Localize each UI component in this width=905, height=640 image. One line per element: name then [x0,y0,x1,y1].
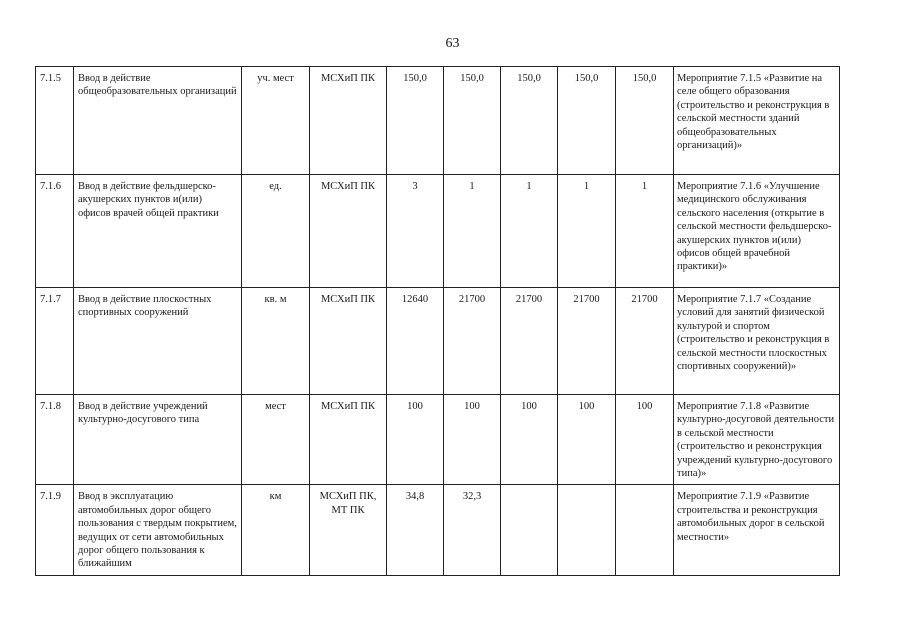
indicator-name: Ввод в действие общеобразовательных организаций [74,67,242,175]
measure-cell: Мероприятие 7.1.8 «Развитие культурно-досуговой деятельности в сельской местности (строительство и реконструкция учреждений культурно-досугового типа)» [674,395,840,485]
value-cell: 100 [444,395,501,485]
row-code: 7.1.6 [36,175,74,288]
table-row [36,288,840,395]
unit-cell: уч. мест [242,67,310,175]
unit-cell: мест [242,395,310,485]
value-cell: 100 [616,395,674,485]
table-row [36,485,840,575]
value-cell: 150,0 [444,67,501,175]
value-cell [558,485,616,575]
responsible-cell: МСХиП ПК [310,67,387,175]
indicator-name: Ввод в действие учреждений культурно-досугового типа [74,395,242,485]
row-code: 7.1.9 [36,485,74,575]
program-indicators-table [35,66,840,576]
value-cell [501,485,558,575]
row-code: 7.1.7 [36,288,74,395]
value-cell: 100 [558,395,616,485]
value-cell: 1 [616,175,674,288]
responsible-cell: МСХиП ПК [310,395,387,485]
value-cell: 3 [387,175,444,288]
value-cell: 150,0 [558,67,616,175]
value-cell: 21700 [501,288,558,395]
measure-cell: Мероприятие 7.1.5 «Развитие на селе общего образования (строительство и реконструкция в сельской местности зданий общеобразовательных организаций)» [674,67,840,175]
value-cell: 150,0 [616,67,674,175]
value-cell: 150,0 [501,67,558,175]
measure-cell: Мероприятие 7.1.9 «Развитие строительства и реконструкция автомобильных дорог в сельской местности» [674,485,840,575]
unit-cell: ед. [242,175,310,288]
row-code: 7.1.5 [36,67,74,175]
indicator-name: Ввод в действие фельдшерско-акушерских пунктов и(или) офисов врачей общей практики [74,175,242,288]
value-cell: 100 [501,395,558,485]
indicator-name: Ввод в действие плоскостных спортивных сооружений [74,288,242,395]
value-cell: 150,0 [387,67,444,175]
value-cell: 100 [387,395,444,485]
table-row [36,67,840,175]
indicator-name: Ввод в эксплуатацию автомобильных дорог общего пользования с твердым покрытием, ведущих от сети автомобильных дорог общего пользования к ближайшим [74,485,242,575]
value-cell: 21700 [558,288,616,395]
measure-cell: Мероприятие 7.1.6 «Улучшение медицинского обслуживания сельского населения (открытие в сельской местности фельдшерско-акушерских пунктов и(или) офисов общей врачебной практики)» [674,175,840,288]
unit-cell: кв. м [242,288,310,395]
responsible-cell: МСХиП ПК [310,288,387,395]
value-cell: 21700 [616,288,674,395]
table-row [36,395,840,485]
value-cell: 32,3 [444,485,501,575]
responsible-cell: МСХиП ПК [310,175,387,288]
value-cell: 34,8 [387,485,444,575]
value-cell: 1 [558,175,616,288]
responsible-cell: МСХиП ПК, МТ ПК [310,485,387,575]
value-cell: 1 [444,175,501,288]
measure-cell: Мероприятие 7.1.7 «Создание условий для занятий физической культурой и спортом (строительство и реконструкция в сельской местности плоскостных спортивных сооружений)» [674,288,840,395]
row-code: 7.1.8 [36,395,74,485]
value-cell: 1 [501,175,558,288]
value-cell [616,485,674,575]
value-cell: 21700 [444,288,501,395]
unit-cell: км [242,485,310,575]
value-cell: 12640 [387,288,444,395]
table-row [36,175,840,288]
page-number: 63 [445,36,460,51]
